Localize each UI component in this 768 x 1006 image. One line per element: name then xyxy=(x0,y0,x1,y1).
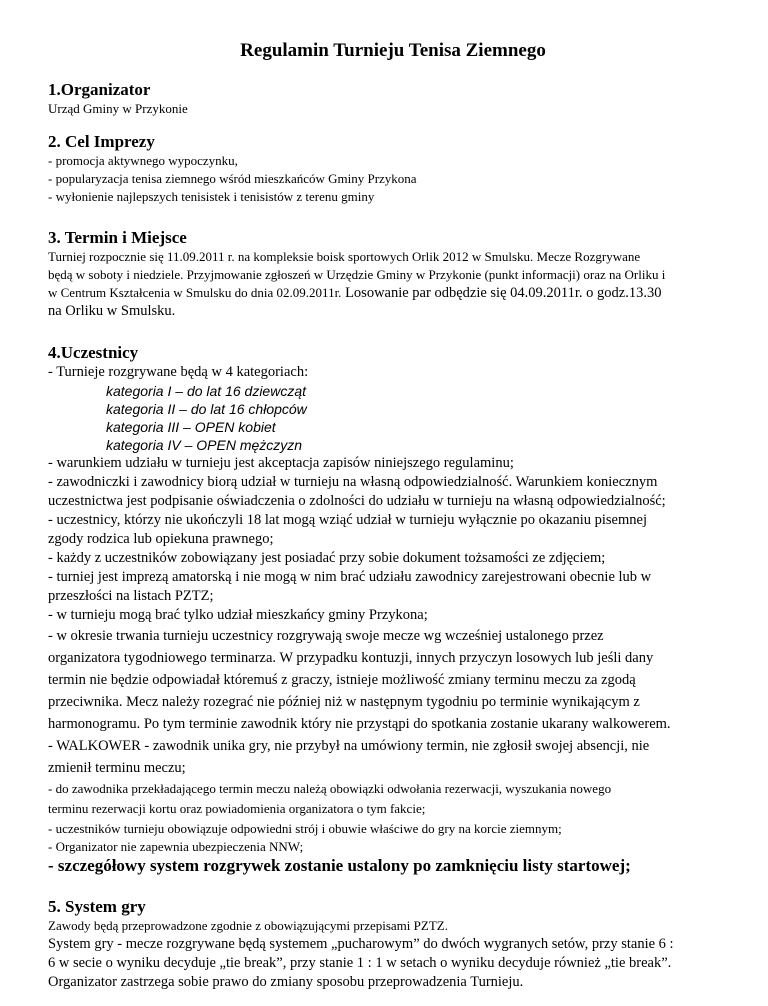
text-line: - w turnieju mogą brać tylko udział mieszkańcy gminy Przykona; xyxy=(48,607,428,623)
text-line: - promocja aktywnego wypoczynku, xyxy=(48,153,238,168)
text-line: - warunkiem udziału w turnieju jest akceptacja zapisów niniejszego regulaminu; xyxy=(48,455,514,471)
text-line: - Organizator nie zapewnia ubezpieczenia NNW; xyxy=(48,839,304,854)
text-line: Organizator zastrzega sobie prawo do zmiany sposobu przeprowadzenia Turnieju. xyxy=(48,974,524,990)
text-line: - turniej jest imprezą amatorską i nie mogą w nim brać udziału zawodnicy zarejestrowani obecnie lub w xyxy=(48,569,652,585)
text-line: 6 w secie o wyniku decyduje „tie break”, przy stanie 1 : 1 w setach o wyniku decyduje również „tie break”. xyxy=(48,955,672,971)
document-title: Regulamin Turnieju Tenisa Ziemnego xyxy=(240,40,546,61)
section-participants xyxy=(48,343,738,877)
text-line: termin nie będzie odpowiadał któremuś z graczy, istnieje możliwość zmiany terminu meczu za zgodą xyxy=(48,672,636,688)
text-line-bold: - szczegółowy system rozgrywek zostanie ustalony po zamknięciu listy startowej; xyxy=(48,856,631,875)
category-item: kategoria II – do lat 16 chłopców xyxy=(106,401,307,417)
section-heading: 5. System gry xyxy=(48,897,146,916)
text-line: terminu rezerwacji kortu oraz powiadomienia organizatora o tym fakcie; xyxy=(48,801,426,816)
section-organizer xyxy=(48,80,738,118)
text-line: harmonogramu. Po tym terminie zawodnik który nie przystąpi do spotkania zostanie ukarany walkowerem. xyxy=(48,716,671,732)
text-line xyxy=(48,284,738,302)
text-line: - każdy z uczestników zobowiązany jest posiadać przy sobie dokument tożsamości ze zdjęciem; xyxy=(48,550,606,566)
text-line: organizatora tygodniowego terminarza. W przypadku kontuzji, innych przyczyn losowych lub jeśli dany xyxy=(48,650,654,666)
text-line: Urząd Gminy w Przykonie xyxy=(48,101,188,116)
text-line: - wyłonienie najlepszych tenisistek i tenisistów z terenu gminy xyxy=(48,189,375,204)
text-line: - WALKOWER - zawodnik unika gry, nie przybył na umówiony termin, nie zgłosił swojej absencji, nie xyxy=(48,738,650,754)
text-line: Turniej rozpocznie się 11.09.2011 r. na kompleksie boisk sportowych Orlik 2012 w Smulsku. Mecze Rozgrywane xyxy=(48,249,641,264)
section-date-place xyxy=(48,228,738,321)
text-line: zgody rodzica lub opiekuna prawnego; xyxy=(48,531,274,547)
text-line: - uczestnicy, którzy nie ukończyli 18 lat mogą wziąć udział w turnieju wyłącznie po okazaniu pisemnej xyxy=(48,512,647,528)
text-line: będą w soboty i niedziele. Przyjmowanie zgłoszeń w Urzędzie Gminy w Przykonie (punkt informacji) oraz na Orliku i xyxy=(48,267,666,282)
text-line: przeszłości na listach PZTZ; xyxy=(48,588,214,604)
text-line: przeciwnika. Mecz należy rozegrać nie później niż w następnym tygodniu po terminie wynikającym z xyxy=(48,694,640,710)
document-page xyxy=(48,40,738,1006)
section-heading: 4.Uczestnicy xyxy=(48,343,139,362)
text-line: - w okresie trwania turnieju uczestnicy rozgrywają swoje mecze wg wcześniej ustalonego przez xyxy=(48,628,604,644)
text-line: Zawody będą przeprowadzone zgodnie z obowiązującymi przepisami PZTZ. xyxy=(48,918,448,933)
text-line: uczestnictwa jest podpisanie oświadczenia o zdolności do udziału w turnieju na własną odpowiedzialność; xyxy=(48,493,666,509)
category-item: kategoria III – OPEN kobiet xyxy=(106,419,276,435)
text-line: - do zawodnika przekładającego termin meczu należą obowiązki odwołania rezerwacji, wyszukania nowego xyxy=(48,781,612,796)
category-item: kategoria I – do lat 16 dziewcząt xyxy=(106,383,307,399)
text-span: w Centrum Kształcenia w Smulsku do dnia 02.09.2011r. xyxy=(48,285,342,300)
section-goal xyxy=(48,132,738,206)
category-item: kategoria IV – OPEN mężczyzn xyxy=(106,437,303,453)
section-heading: 2. Cel Imprezy xyxy=(48,132,155,151)
text-span: Losowanie par odbędzie się 04.09.2011r. o godz.13.30 xyxy=(341,285,662,301)
text-line: - popularyzacja tenisa ziemnego wśród mieszkańców Gminy Przykona xyxy=(48,171,417,186)
section-heading: 1.Organizator xyxy=(48,80,151,99)
text-line: na Orliku w Smulsku. xyxy=(48,303,176,319)
section-game-system xyxy=(48,897,738,992)
text-line: - uczestników turnieju obowiązuje odpowiedni strój i obuwie właściwe do gry na korcie ziemnym; xyxy=(48,821,562,836)
text-line: System gry - mecze rozgrywane będą systemem „pucharowym” do dwóch wygranych setów, przy stanie 6 : xyxy=(48,936,674,952)
text-line: zmienił terminu meczu; xyxy=(48,760,186,776)
text-line: - Turnieje rozgrywane będą w 4 kategoriach: xyxy=(48,364,309,380)
text-line: - zawodniczki i zawodnicy biorą udział w turnieju na własną odpowiedzialność. Warunkiem koniecznym xyxy=(48,474,658,490)
section-heading: 3. Termin i Miejsce xyxy=(48,228,187,247)
